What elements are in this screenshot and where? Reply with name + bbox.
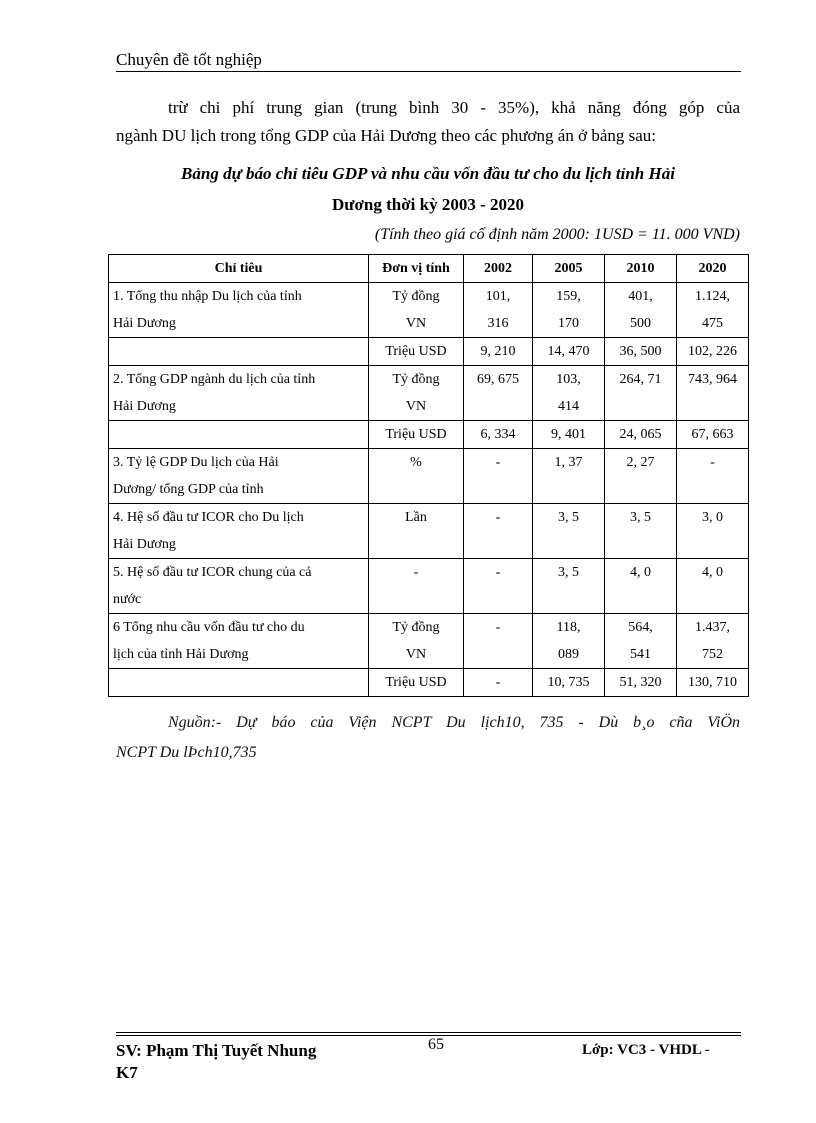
cell-indicator-line: Hải Dương [113, 399, 176, 414]
footer-student-name: SV: Phạm Thị Tuyết Nhung [116, 1041, 317, 1060]
cell-2020 [677, 421, 749, 449]
cell-2020 [677, 669, 749, 697]
cell-2010-line: 51, 320 [619, 675, 662, 690]
cell-2002 [464, 449, 533, 504]
cell-unit-line: VN [405, 647, 427, 662]
cell-2020-line: 743, 964 [688, 372, 737, 387]
cell-2020 [677, 449, 749, 504]
cell-2010 [605, 338, 677, 366]
cell-2002-line: - [495, 675, 501, 690]
cell-unit-line: Triệu USD [385, 675, 447, 690]
cell-unit-line: Tỷ đồng [392, 289, 440, 304]
footer-student-cohort: K7 [116, 1063, 138, 1082]
cell-unit [369, 449, 464, 504]
cell-2010-line: 2, 27 [626, 455, 655, 470]
cell-indicator-line: 6 Tổng nhu cầu vốn đầu tư cho du [113, 620, 305, 635]
cell-indicator-line: 1. Tổng thu nhập Du lịch của tỉnh [113, 289, 302, 304]
cell-2005 [533, 669, 605, 697]
cell-2002 [464, 366, 533, 421]
cell-unit-line: Tỷ đồng [392, 620, 440, 635]
cell-2005 [533, 614, 605, 669]
cell-2005 [533, 449, 605, 504]
cell-unit-line: Triệu USD [385, 427, 447, 442]
table-title-line-2: Dương thời kỳ 2003 - 2020 [332, 195, 524, 214]
cell-2002-line: 69, 675 [477, 372, 519, 387]
cell-2010-line: 500 [630, 316, 651, 331]
cell-2002-line: - [495, 565, 501, 580]
col-header-unit: Đơn vị tính [369, 255, 464, 283]
cell-2010 [605, 614, 677, 669]
cell-2002-line: - [495, 620, 501, 635]
cell-indicator-line: nước [113, 592, 142, 607]
footer-class: Lớp: VC3 - VHDL - [582, 1042, 710, 1058]
cell-2005-line: 170 [558, 316, 579, 331]
cell-2020-line: 67, 663 [691, 427, 734, 442]
cell-indicator-line: Hải Dương [113, 316, 176, 331]
cell-indicator [109, 283, 369, 338]
intro-line-2: ngành DU lịch trong tổng GDP của Hải Dương theo các phương án ở bảng sau: [116, 126, 657, 145]
table-row [109, 449, 749, 504]
cell-2010-line: 564, [628, 620, 653, 635]
cell-2005 [533, 421, 605, 449]
cell-2002-line: 9, 210 [480, 344, 516, 359]
page-number: 65 [428, 1036, 444, 1053]
table-row [109, 421, 749, 449]
cell-unit-line: Triệu USD [385, 344, 447, 359]
cell-2002 [464, 504, 533, 559]
cell-indicator-line: 5. Hệ số đầu tư ICOR chung của cả [113, 565, 312, 580]
cell-2002 [464, 338, 533, 366]
table-row [109, 614, 749, 669]
cell-2020-line: 1.437, [695, 620, 730, 635]
cell-2020-line: 752 [702, 647, 723, 662]
cell-2020-line: 475 [702, 316, 723, 331]
cell-2010-line: 24, 065 [619, 427, 662, 442]
cell-2005-line: 089 [558, 647, 579, 662]
table-header-row [109, 255, 749, 283]
col-header-2005: 2005 [533, 255, 605, 283]
cell-unit-line: Lần [405, 510, 427, 525]
cell-unit [369, 421, 464, 449]
cell-unit [369, 559, 464, 614]
cell-2010-line: 4, 0 [630, 565, 651, 580]
cell-indicator [109, 559, 369, 614]
cell-2005-line: 9, 401 [551, 427, 586, 442]
intro-paragraph [116, 94, 740, 150]
footer-student [116, 1040, 316, 1084]
intro-line-1: trừ chi phí trung gian (trung bình 30 - 35%), khả năng đóng góp của [168, 98, 740, 117]
cell-2020 [677, 338, 749, 366]
cell-2020 [677, 559, 749, 614]
source-line-1: Nguồn:- Dự báo của Viện NCPT Du lịch10, 735 - Dù b¸o cña ViÖn [168, 714, 740, 731]
cell-indicator [109, 449, 369, 504]
cell-2005-line: 118, [556, 620, 581, 635]
cell-2010 [605, 366, 677, 421]
cell-2002-line: - [495, 510, 501, 525]
cell-2002 [464, 421, 533, 449]
cell-indicator [109, 366, 369, 421]
table-row [109, 559, 749, 614]
table-note: (Tính theo giá cố định năm 2000: 1USD = 11. 000 VND) [374, 226, 740, 243]
cell-2020 [677, 614, 749, 669]
cell-indicator [109, 504, 369, 559]
source-note [116, 708, 740, 768]
cell-unit [369, 504, 464, 559]
col-header-2020: 2020 [677, 255, 749, 283]
cell-2002 [464, 669, 533, 697]
cell-2010-line: 401, [628, 289, 653, 304]
cell-2005-line: 1, 37 [554, 455, 583, 470]
cell-2010 [605, 421, 677, 449]
cell-2010 [605, 669, 677, 697]
col-header-indicator: Chỉ tiêu [109, 255, 369, 283]
table-row [109, 504, 749, 559]
cell-indicator [109, 421, 369, 449]
cell-2020-line: - [710, 455, 715, 470]
cell-unit-line: - [413, 565, 419, 580]
cell-unit [369, 614, 464, 669]
cell-2005-line: 3, 5 [558, 510, 579, 525]
cell-2002-line: 316 [487, 316, 509, 331]
cell-2002-line: 6, 334 [480, 427, 516, 442]
cell-indicator-line: 4. Hệ số đầu tư ICOR cho Du lịch [113, 510, 304, 525]
cell-2020-line: 130, 710 [688, 675, 737, 690]
cell-2010-line: 36, 500 [619, 344, 662, 359]
cell-2020 [677, 283, 749, 338]
cell-2005 [533, 504, 605, 559]
cell-unit-line: VN [405, 399, 427, 414]
cell-indicator-line: Dương/ tổng GDP của tỉnh [113, 482, 264, 497]
cell-2005 [533, 338, 605, 366]
cell-2005 [533, 366, 605, 421]
source-line-2: NCPT Du lÞch10,735 [116, 744, 257, 761]
col-header-2010: 2010 [605, 255, 677, 283]
cell-2020-line: 4, 0 [702, 565, 723, 580]
cell-2002-line: - [495, 455, 501, 470]
table-title-line-1: Bảng dự báo chỉ tiêu GDP và nhu cầu vốn đầu tư cho du lịch tỉnh Hải [181, 164, 675, 183]
cell-2005-line: 103, [556, 372, 581, 387]
table-row [109, 283, 749, 338]
cell-indicator [109, 669, 369, 697]
cell-2020-line: 1.124, [695, 289, 730, 304]
cell-2010-line: 3, 5 [630, 510, 651, 525]
cell-unit [369, 669, 464, 697]
cell-2010 [605, 283, 677, 338]
cell-2020 [677, 366, 749, 421]
forecast-table [108, 254, 749, 697]
cell-indicator-line: lịch của tỉnh Hải Dương [113, 647, 249, 662]
cell-2010 [605, 504, 677, 559]
cell-2020-line: 3, 0 [702, 510, 723, 525]
footer-rule-top [116, 1032, 741, 1033]
cell-2005-line: 159, [556, 289, 581, 304]
cell-2005 [533, 559, 605, 614]
cell-unit [369, 366, 464, 421]
cell-2005-line: 3, 5 [558, 565, 579, 580]
cell-indicator [109, 614, 369, 669]
cell-2005-line: 10, 735 [547, 675, 590, 690]
cell-2002 [464, 559, 533, 614]
cell-2002 [464, 614, 533, 669]
table-row [109, 669, 749, 697]
cell-indicator-line [113, 421, 364, 448]
cell-2010-line: 541 [630, 647, 651, 662]
cell-unit [369, 283, 464, 338]
header-rule [116, 71, 741, 72]
table-row [109, 366, 749, 421]
cell-indicator-line [113, 338, 364, 365]
cell-unit-line: VN [405, 316, 427, 331]
cell-indicator [109, 338, 369, 366]
cell-2002 [464, 283, 533, 338]
cell-indicator-line: 2. Tổng GDP ngành du lịch của tỉnh [113, 372, 316, 387]
cell-2020-line: 102, 226 [688, 344, 737, 359]
cell-2010 [605, 449, 677, 504]
table-row [109, 338, 749, 366]
col-header-2002: 2002 [464, 255, 533, 283]
cell-unit-line: Tỷ đồng [392, 372, 440, 387]
cell-2020 [677, 504, 749, 559]
cell-2010-line: 264, 71 [619, 372, 662, 387]
page-header-title: Chuyên đề tốt nghiệp [116, 50, 262, 69]
cell-2005-line: 414 [558, 399, 579, 414]
cell-unit-line: % [410, 455, 422, 470]
cell-2005 [533, 283, 605, 338]
cell-unit [369, 338, 464, 366]
cell-indicator-line: 3. Tỷ lệ GDP Du lịch của Hải [113, 455, 279, 470]
cell-2002-line: 101, [485, 289, 511, 304]
cell-2005-line: 14, 470 [547, 344, 590, 359]
cell-2010 [605, 559, 677, 614]
cell-indicator-line [113, 669, 364, 696]
cell-indicator-line: Hải Dương [113, 537, 176, 552]
